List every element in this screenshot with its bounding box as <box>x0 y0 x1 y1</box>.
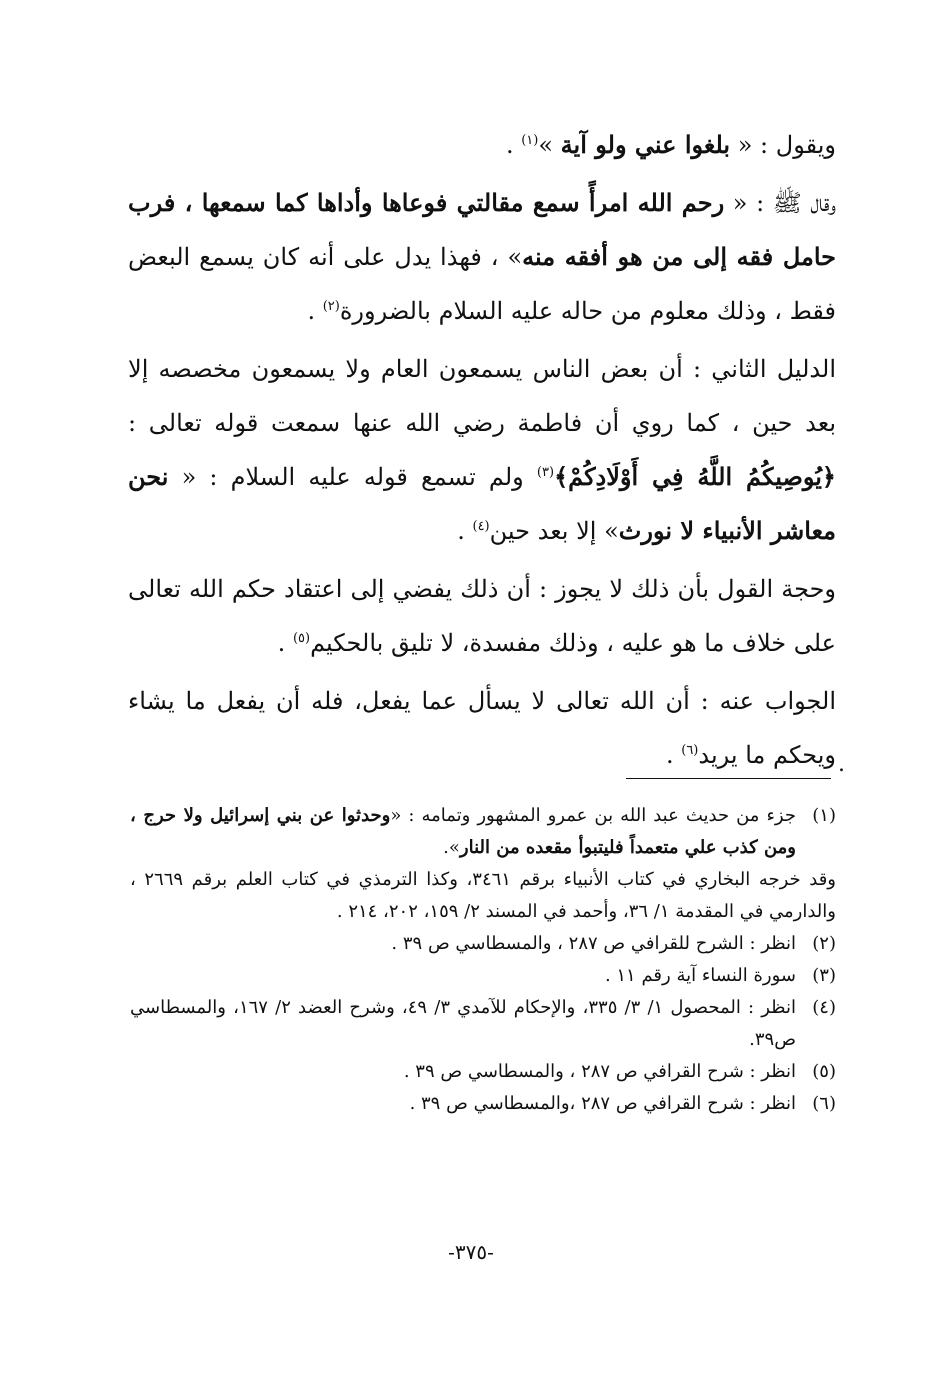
footnote-number: (٢) <box>812 933 836 954</box>
footnote-ref: (٥) <box>292 631 311 646</box>
text-run: » إلا بعد حين <box>489 517 619 545</box>
paragraph-2 <box>128 176 836 338</box>
hadith-quote: رحم الله امرأً سمع مقالتي فوعاها وأداها كما سمعها ، فرب حامل فقه إلى من هو أفقه منه <box>128 188 836 271</box>
text-run: وقال ﷺ : « <box>724 189 836 217</box>
paragraph-4 <box>128 562 836 670</box>
text-run: وحجة القول بأن ذلك لا يجوز : أن ذلك يفضي إلى اعتقاد حكم الله تعالى على خلاف ما هو عليه ، وذلك مفسدة، لا تليق بالحكيم <box>128 575 836 657</box>
stray-dot: . <box>838 752 845 777</box>
page-number: -٣٧٥- <box>448 1240 494 1264</box>
paragraph-5 <box>128 674 836 782</box>
footnote-number: (٦) <box>812 1093 836 1114</box>
footnote-4 <box>130 992 836 1056</box>
footnote-2 <box>130 928 836 960</box>
text-run: » ، فهذا يدل على أنه كان يسمع البعض فقط ، وذلك معلوم من حاله عليه السلام بالضرورة <box>128 243 836 325</box>
paragraph-3 <box>128 342 836 558</box>
footnote-3 <box>130 960 836 992</box>
text-run: ». <box>443 837 460 858</box>
footnote-1 <box>130 800 836 864</box>
paragraph-1 <box>128 118 836 172</box>
footnote-number: (٣) <box>812 965 836 986</box>
footnotes <box>130 800 836 1120</box>
footnote-text: انظر : الشرح للقرافي ص ٢٨٧ ، والمسطاسي ص ٣٩ . <box>391 933 796 954</box>
text-run: ويقول : « <box>730 131 836 159</box>
footnote-text: انظر : شرح القرافي ص ٢٨٧ ،والمسطاسي ص ٣٩ . <box>409 1093 796 1114</box>
footnote-number: (٥) <box>812 1061 836 1082</box>
footnote-ref: (٤) <box>472 519 490 534</box>
footnote-5 <box>130 1056 836 1088</box>
main-text <box>128 118 836 782</box>
hadith-quote: وحدثوا عن بني إسرائيل ولا حرج ، ومن كذب علي متعمداً فليتبوأ مقعده من النار <box>130 805 796 858</box>
text-run: جزء من حديث عبد الله بن عمرو المشهور وتمامه : « <box>390 805 796 826</box>
text-run: » <box>538 131 561 159</box>
footnote-number: (٤) <box>812 997 836 1018</box>
hadith-quote: بلغوا عني ولو آية <box>560 130 731 159</box>
footnote-text: انظر : شرح القرافي ص ٢٨٧ ، والمسطاسي ص ٣٩ . <box>403 1061 796 1082</box>
footnote-number: (١) <box>812 805 836 826</box>
text-run: . <box>307 297 323 325</box>
footnote-text <box>130 800 796 864</box>
text-run: ولم تسمع قوله عليه السلام : « <box>168 463 537 491</box>
text-run: . <box>457 517 473 545</box>
footnote-text: انظر : المحصول ١/ ٣/ ٣٣٥، والإحكام للآمدي ٣/ ٤٩، وشرح العضد ٢/ ١٦٧، والمسطاسي ص٣٩. <box>130 997 796 1050</box>
text-run: الدليل الثاني : أن بعض الناس يسمعون العام ولا يسمعون مخصصه إلا بعد حين ، كما روي أن فاطمة رضي الله عنها سمعت قوله تعالى : <box>128 355 836 437</box>
text-run: الجواب عنه : أن الله تعالى لا يسأل عما يفعل، فله أن يفعل ما يشاء ويحكم ما يريد <box>128 687 836 769</box>
footnote-ref: (٦) <box>681 743 699 758</box>
footnote-1-continuation: وقد خرجه البخاري في كتاب الأنبياء برقم ٣٤٦١، وكذا الترمذي في كتاب العلم برقم ٢٦٦٩ ، والدارمي في المقدمة ١/ ٣٦، وأحمد في المسند ٢/ ١٥٩، ٢٠٢، ٢١٤ . <box>130 869 837 922</box>
footnote-text: سورة النساء آية رقم ١١ . <box>604 965 796 986</box>
text-run: . <box>277 629 293 657</box>
footnote-6 <box>130 1088 836 1120</box>
text-run: . <box>505 131 522 159</box>
footnote-separator <box>626 778 831 779</box>
footnote-ref: (٣) <box>536 465 555 480</box>
footnote-ref: (١) <box>521 133 539 148</box>
quran-verse: ﴿يُوصِيكُمُ اللَّهُ فِي أَوْلَادِكُمْ﴾ <box>554 462 836 491</box>
hadith-quote: نحن معاشر الأنبياء لا نورث <box>128 462 836 545</box>
footnote-ref: (٢) <box>322 299 340 314</box>
text-run: . <box>665 741 682 769</box>
